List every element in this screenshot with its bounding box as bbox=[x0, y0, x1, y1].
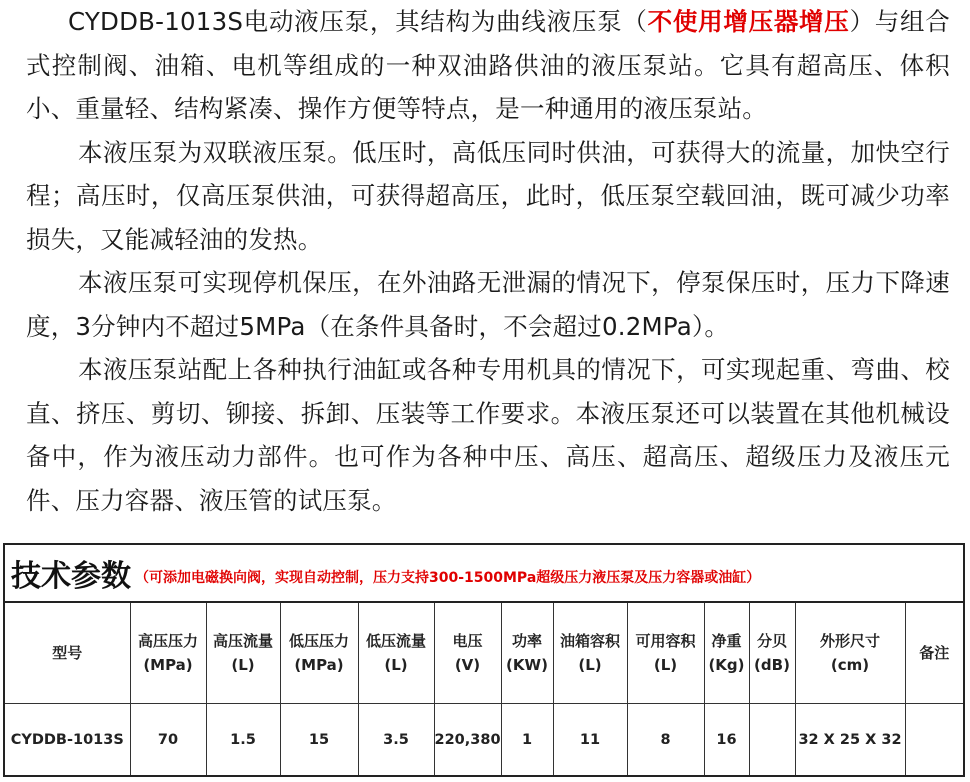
header-high-pressure: 高压压力 (MPa) bbox=[130, 603, 206, 704]
intro-p1-highlight: 不使用增压器增压 bbox=[647, 7, 850, 36]
header-tank-volume: 油箱容积 (L) bbox=[553, 603, 627, 704]
specs-table-panel bbox=[3, 543, 965, 777]
cell-net-weight: 16 bbox=[704, 704, 749, 776]
specs-title: 技术参数 bbox=[11, 559, 131, 594]
product-description bbox=[26, 0, 950, 522]
table-row bbox=[5, 704, 963, 776]
header-low-flow: 低压流量 (L) bbox=[358, 603, 434, 704]
cell-tank-volume: 11 bbox=[553, 704, 627, 776]
cell-dimensions: 32 X 25 X 32 bbox=[795, 704, 905, 776]
header-voltage: 电压 (V) bbox=[434, 603, 501, 704]
cell-high-pressure: 70 bbox=[130, 704, 206, 776]
intro-paragraph-3: 本液压泵可实现停机保压，在外油路无泄漏的情况下，停泵保压时，压力下降速度，3分钟内不超过5MPa（在条件具备时，不会超过0.2MPa）。 bbox=[26, 268, 950, 341]
header-decibel: 分贝 (dB) bbox=[749, 603, 795, 704]
specs-table bbox=[5, 603, 963, 775]
intro-paragraph-1 bbox=[26, 0, 950, 131]
header-usable-volume: 可用容积 (L) bbox=[627, 603, 704, 704]
intro-paragraph-4: 本液压泵站配上各种执行油缸或各种专用机具的情况下，可实现起重、弯曲、校直、挤压、剪切、铆接、拆卸、压装等工作要求。本液压泵还可以装置在其他机械设备中，作为液压动力部件。也可作为各种中压、高压、超高压、超级压力及液压元件、压力容器、液压管的试压泵。 bbox=[26, 355, 950, 515]
cell-high-flow: 1.5 bbox=[206, 704, 280, 776]
header-low-pressure: 低压压力 (MPa) bbox=[280, 603, 358, 704]
intro-p1-after: ）与组合式控制阀、油箱、电机等组成的一种双油路供油的液压泵站。它具有超高压、体积小、重量轻、结构紧凑、操作方便等特点，是一种通用的液压泵站。 bbox=[26, 7, 950, 123]
header-net-weight: 净重 (Kg) bbox=[704, 603, 749, 704]
cell-power: 1 bbox=[501, 704, 553, 776]
header-remarks: 备注 bbox=[905, 603, 963, 704]
specs-note: （可添加电磁换向阀，实现自动控制，压力支持300-1500MPa超级压力液压泵及压力容器或油缸） bbox=[135, 570, 761, 586]
header-high-flow: 高压流量 (L) bbox=[206, 603, 280, 704]
cell-remarks bbox=[905, 704, 963, 776]
header-model: 型号 bbox=[5, 603, 130, 704]
cell-usable-volume: 8 bbox=[627, 704, 704, 776]
intro-paragraph-2: 本液压泵为双联液压泵。低压时，高低压同时供油，可获得大的流量，加快空行程；高压时，仅高压泵供油，可获得超高压，此时，低压泵空载回油，既可减少功率损失，又能减轻油的发热。 bbox=[26, 137, 950, 254]
table-header-row bbox=[5, 603, 963, 704]
specs-header bbox=[5, 545, 963, 603]
intro-p1-before: CYDDB-1013S电动液压泵，其结构为曲线液压泵（ bbox=[68, 7, 648, 36]
cell-low-flow: 3.5 bbox=[358, 704, 434, 776]
cell-low-pressure: 15 bbox=[280, 704, 358, 776]
cell-model: CYDDB-1013S bbox=[5, 704, 130, 776]
header-dimensions: 外形尺寸 (cm) bbox=[795, 603, 905, 704]
cell-voltage: 220,380 bbox=[434, 704, 501, 776]
cell-decibel bbox=[749, 704, 795, 776]
header-power: 功率 (KW) bbox=[501, 603, 553, 704]
